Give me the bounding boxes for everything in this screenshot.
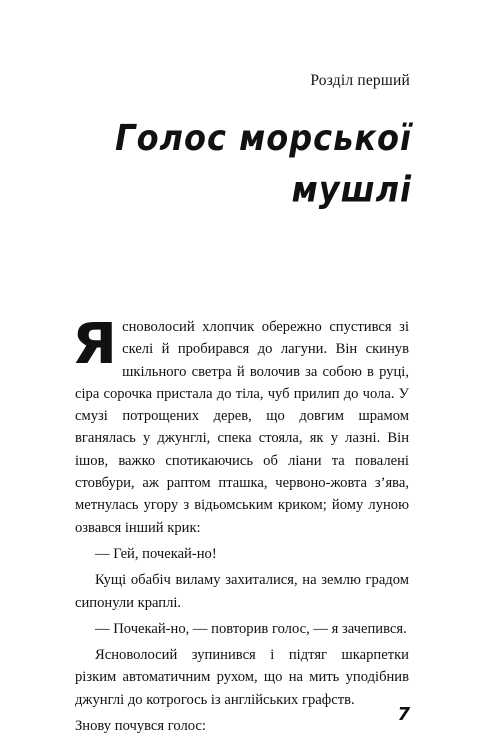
paragraph-6: Знову почувся голос:: [75, 718, 206, 735]
paragraph-1: [71, 312, 409, 539]
paragraph-2: — Гей, почекай-но!: [95, 545, 217, 562]
chapter-label: Розділ перший: [310, 72, 410, 89]
paragraph-1-text: сноволосий хлопчик обережно спустився зі скелі й пробирався до лагуни. Він скинув шкільного светра й волочив за собою в руці, сіра сорочка пристала до тіла, чуб прилип до чола. У смузі потрощених дерев, що довгим шрамом вганялась у джунглі, спека стояла, як у лазні. Він ішов, важко спотикаючись об ліани та повалені стовбури, аж раптом пташка, червоно-жовта з’ява, метнулась угору з відьомським криком; йому луною озвався інший крик:: [75, 319, 409, 536]
paragraph-3: Кущі обабіч виламу захиталися, на землю градом сипонули краплі.: [75, 572, 409, 611]
body-text: [71, 312, 409, 737]
paragraph-4: — Почекай-но, — повторив голос, — я зачепився.: [95, 620, 407, 637]
chapter-title: [112, 112, 412, 215]
chapter-title-line-2: мушлі: [291, 168, 412, 211]
page-number: 7: [397, 704, 410, 725]
drop-cap: Я: [71, 312, 118, 377]
paragraph-5: Ясноволосий зупинився і підтяг шкарпетки різким автоматичним рухом, що на мить уподібнив джунглі до котрогось із англійських графств.: [75, 647, 409, 708]
chapter-title-line-1: Голос морської: [115, 116, 412, 160]
